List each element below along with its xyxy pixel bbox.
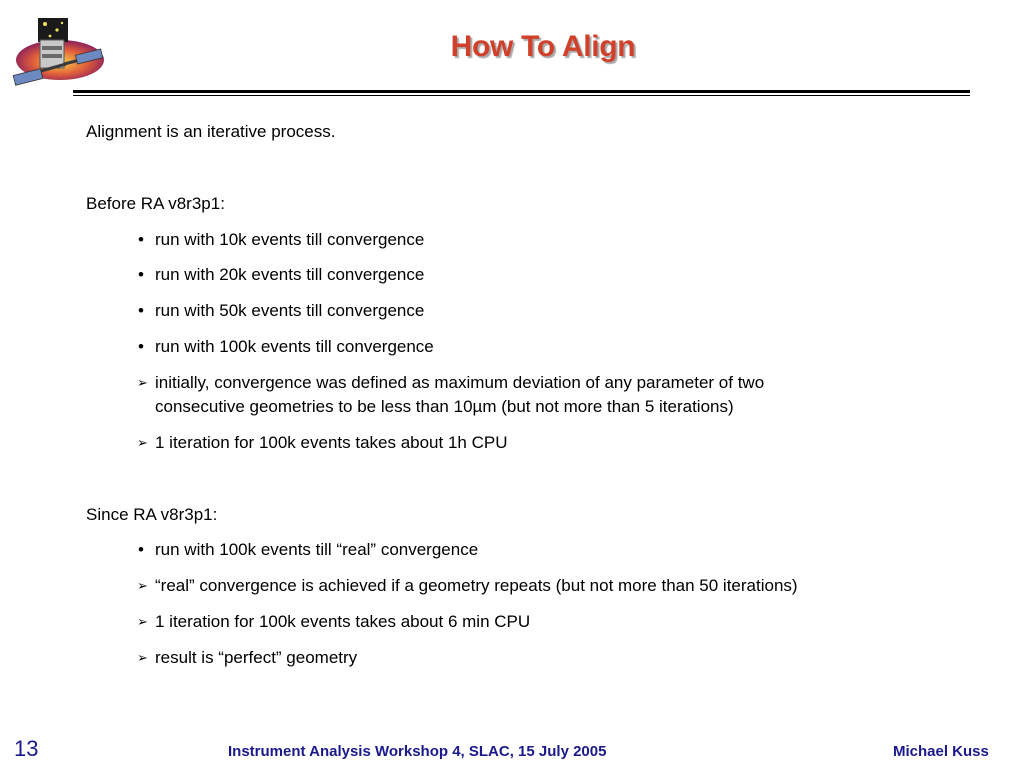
before-bullet-2: run with 20k events till convergence [155,265,425,284]
bullet-icon: • [138,265,144,284]
before-note-2: 1 iteration for 100k events takes about 1h CPU [155,433,508,452]
bullet-icon: • [138,230,144,249]
bullet-icon: • [138,301,144,320]
before-note-1: initially, convergence was defined as maximum deviation of any parameter of two [155,373,765,392]
since-heading: Since RA v8r3p1: [86,505,218,524]
before-bullet-4: run with 100k events till convergence [155,337,434,356]
intro-text: Alignment is an iterative process. [86,122,336,141]
arrow-bullet-icon: ➢ [137,435,148,450]
since-note-3: result is “perfect” geometry [155,648,358,667]
since-note-1: “real” convergence is achieved if a geometry repeats (but not more than 50 iterations) [155,576,798,595]
before-heading: Before RA v8r3p1: [86,194,225,213]
bullet-icon: • [138,540,144,559]
before-note-1-continued: consecutive geometries to be less than 10µm (but not more than 5 iterations) [155,397,734,416]
slide-title: How To Align [450,30,636,63]
footer-event: Instrument Analysis Workshop 4, SLAC, 15 July 2005 [228,743,607,760]
arrow-bullet-icon: ➢ [137,578,148,593]
arrow-bullet-icon: ➢ [137,614,148,629]
arrow-bullet-icon: ➢ [137,650,148,665]
bullet-icon: • [138,337,144,356]
since-bullet-1: run with 100k events till “real” convergence [155,540,479,559]
footer-author: Michael Kuss [893,743,989,760]
since-note-2: 1 iteration for 100k events takes about 6 min CPU [155,612,531,631]
before-bullet-3: run with 50k events till convergence [155,301,425,320]
page-number: 13 [14,736,39,761]
before-bullet-1: run with 10k events till convergence [155,230,425,249]
arrow-bullet-icon: ➢ [137,375,148,390]
